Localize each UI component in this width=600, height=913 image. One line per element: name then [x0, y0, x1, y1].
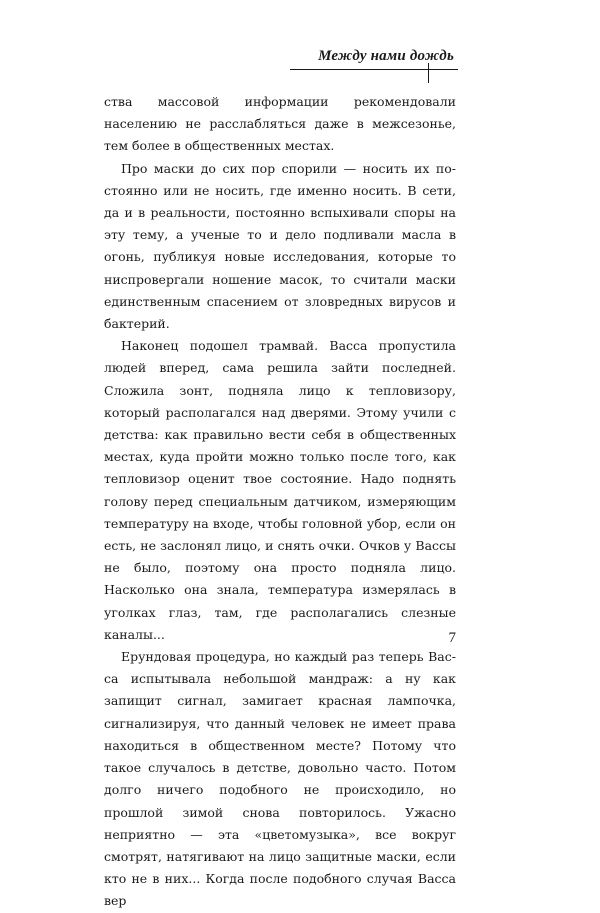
paragraph-1: ства массовой информации рекомендовали населению не расслабляться даже в межсезонье, тем более в общественных местах.: [104, 94, 456, 154]
page-number: 7: [448, 630, 456, 646]
paragraph-2: Про маски до сих пор спорили — носить их постоянно или не носить, где именно носить. В сети, да и в реальности, постоянно вспыхивали споры на эту тему, а ученые то и дело подливали масла в огонь, публикуя новые исследования, которые то ниспровергали ношение масок, то считали маски единственным спасением от зловредных вирусов и бактерий.: [104, 160, 456, 332]
header-rule: [290, 69, 458, 70]
paragraph-4: Ерундовая процедура, но каждый раз теперь Васса испытывала небольшой мандраж: а ну как запищит сигнал, замигает красная лампочка, сигнализируя, что данный человек не имеет права находиться в общественном месте? Потому что такое случалось в детстве, довольно часто. Потом долго ничего подобного не происходило, но прошлой зимой снова повторилось. Ужасно неприятно — эта «цветомузыка», все вокруг смотрят, натягивают на лицо защитные маски, если кто не в них... Когда после подобного случая Васса вер: [104, 649, 456, 909]
header-tick-mark: [428, 63, 429, 83]
body-text: [104, 91, 456, 913]
paragraph-3: Наконец подошел трамвай. Васса пропустила людей вперед, сама решила зайти последней. Сложила зонт, подняла лицо к тепловизору, который располагался над дверями. Этому учили с детства: как правильно вести себя в общественных местах, куда пройти можно только после того, как тепловизор оценит твое состояние. Надо поднять голову перед специальным датчиком, измеряющим температуру на входе, чтобы головной убор, если он есть, не заслонял лицо, и снять очки. Очков у Вассы не было, поэтому она просто подняла лицо. Насколько она знала, температура измерялась в уголках глаз, там, где располагались слезные каналы...: [104, 338, 456, 642]
running-title: Между нами дождь: [318, 48, 454, 64]
